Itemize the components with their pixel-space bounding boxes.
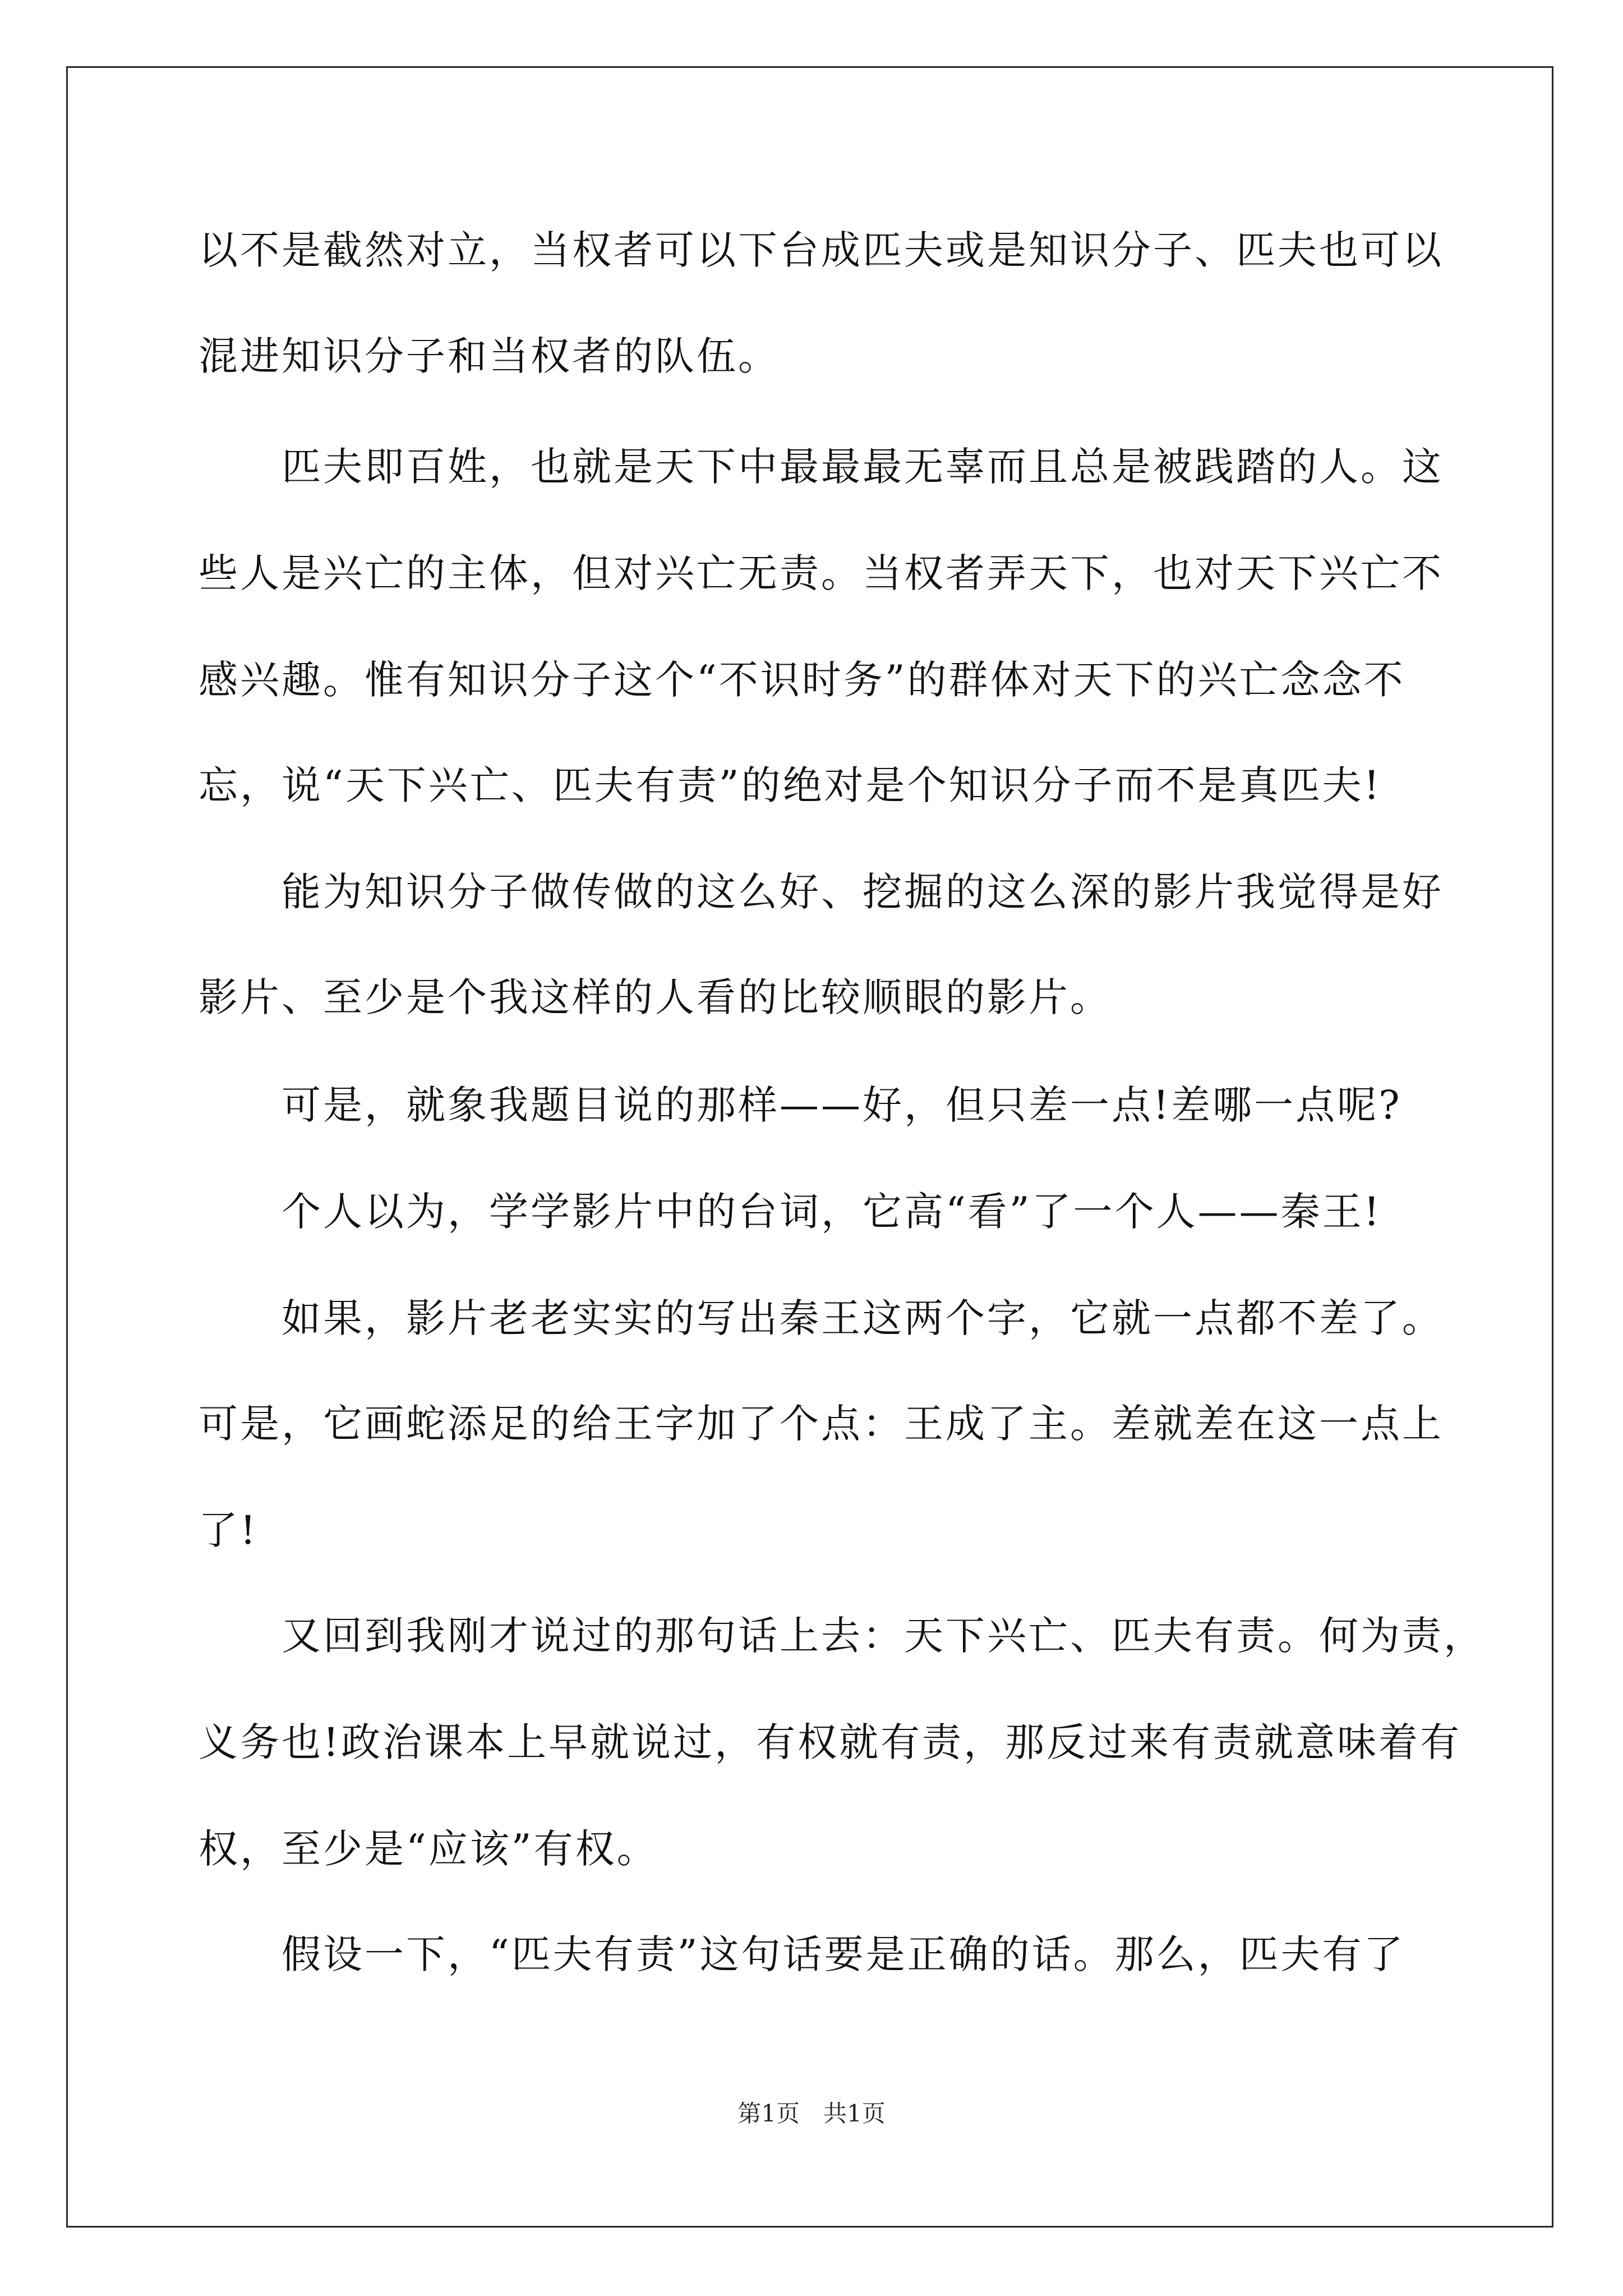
text-line: 些人是兴亡的主体，但对兴亡无责。当权者弄天下，也对天下兴亡不 xyxy=(199,550,1444,596)
text-line: 混进知识分子和当权者的队伍。 xyxy=(199,333,780,379)
paragraph-first-line: 假设一下，“匹夫有责”这句话要是正确的话。那么，匹夫有了 xyxy=(282,1931,1405,1977)
paragraph-first-line: 个人以为，学学影片中的台词，它高“看”了一个人——秦王! xyxy=(282,1189,1382,1235)
paragraph-first-line: 如果，影片老老实实的写出秦王这两个字，它就一点都不差了。 xyxy=(282,1295,1444,1341)
text-line: 影片、至少是个我这样的人看的比较顺眼的影片。 xyxy=(199,974,1112,1020)
page-number: 第1页 共1页 xyxy=(737,2100,886,2127)
text-line: 义务也!政治课本上早就说过，有权就有责，那反过来有责就意味着有 xyxy=(199,1719,1462,1765)
paragraph-first-line: 能为知识分子做传做的这么好、挖掘的这么深的影片我觉得是好 xyxy=(282,869,1444,915)
text-line: 可是，它画蛇添足的给王字加了个点：王成了主。差就差在这一点上 xyxy=(199,1401,1444,1447)
paragraph-first-line: 可是，就象我题目说的那样——好，但只差一点!差哪一点呢? xyxy=(282,1082,1402,1128)
text-line: 感兴趣。惟有知识分子这个“不识时务”的群体对天下的兴亡念念不 xyxy=(199,657,1405,703)
paragraph-first-line: 又回到我刚才说过的那句话上去：天下兴亡、匹夫有责。何为责， xyxy=(282,1613,1485,1659)
page-border xyxy=(66,66,1553,2228)
text-line: 忘，说“天下兴亡、匹夫有责”的绝对是个知识分子而不是真匹夫! xyxy=(199,762,1382,808)
text-line: 以不是截然对立，当权者可以下台成匹夫或是知识分子、匹夫也可以 xyxy=(199,227,1444,273)
text-line: 权，至少是“应该”有权。 xyxy=(199,1826,658,1872)
paragraph-first-line: 匹夫即百姓，也就是天下中最最最无辜而且总是被践踏的人。这 xyxy=(282,444,1444,490)
text-line: 了! xyxy=(199,1507,259,1553)
